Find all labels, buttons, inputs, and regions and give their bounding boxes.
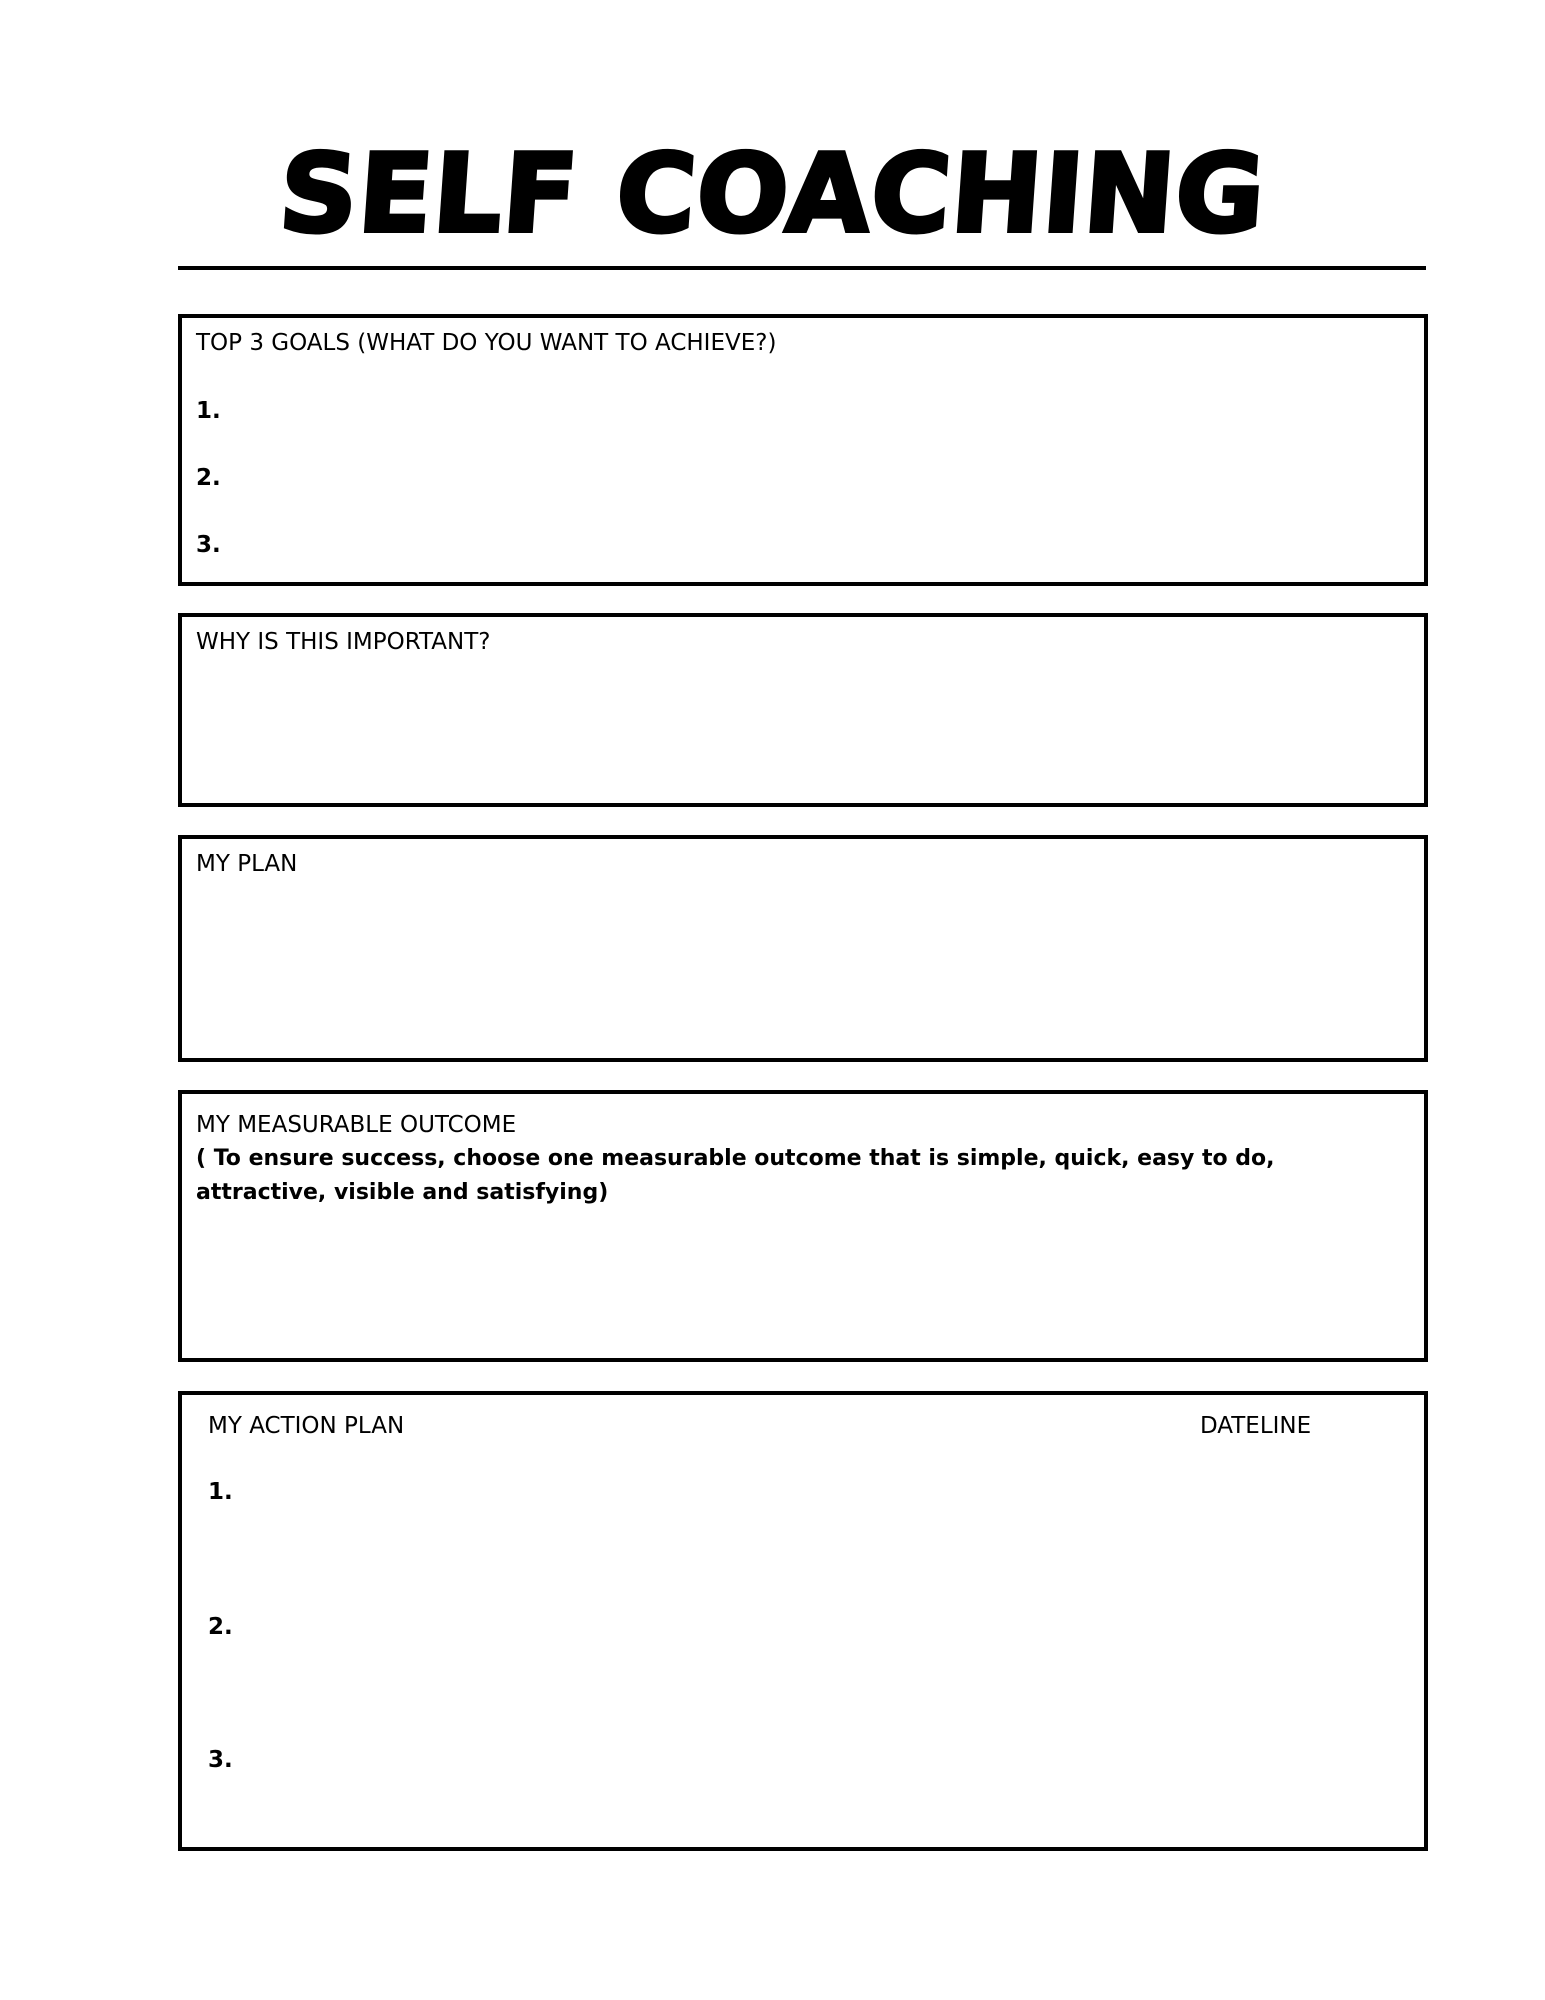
outcome-heading: MY MEASURABLE OUTCOME	[196, 1112, 517, 1138]
why-box	[178, 613, 1428, 807]
action-item-2: 2.	[208, 1614, 233, 1640]
goals-box	[178, 314, 1428, 586]
plan-heading: MY PLAN	[196, 851, 298, 877]
action-plan-heading: MY ACTION PLAN	[208, 1413, 405, 1439]
outcome-box	[178, 1090, 1428, 1362]
action-plan-box	[178, 1391, 1428, 1851]
dateline-label: DATELINE	[1200, 1413, 1312, 1439]
plan-box	[178, 835, 1428, 1062]
action-item-3: 3.	[208, 1747, 233, 1773]
action-item-1: 1.	[208, 1479, 233, 1505]
title-divider	[178, 266, 1426, 270]
why-heading: WHY IS THIS IMPORTANT?	[196, 629, 491, 655]
goals-heading: TOP 3 GOALS (WHAT DO YOU WANT TO ACHIEVE?)	[196, 330, 777, 356]
goal-item-3: 3.	[196, 532, 221, 558]
goal-item-1: 1.	[196, 398, 221, 424]
page-title: SELF COACHING	[275, 132, 1270, 257]
outcome-note: ( To ensure success, choose one measurable outcome that is simple, quick, easy to do, attractive, visible and satisfying)	[196, 1146, 1275, 1205]
goal-item-2: 2.	[196, 465, 221, 491]
